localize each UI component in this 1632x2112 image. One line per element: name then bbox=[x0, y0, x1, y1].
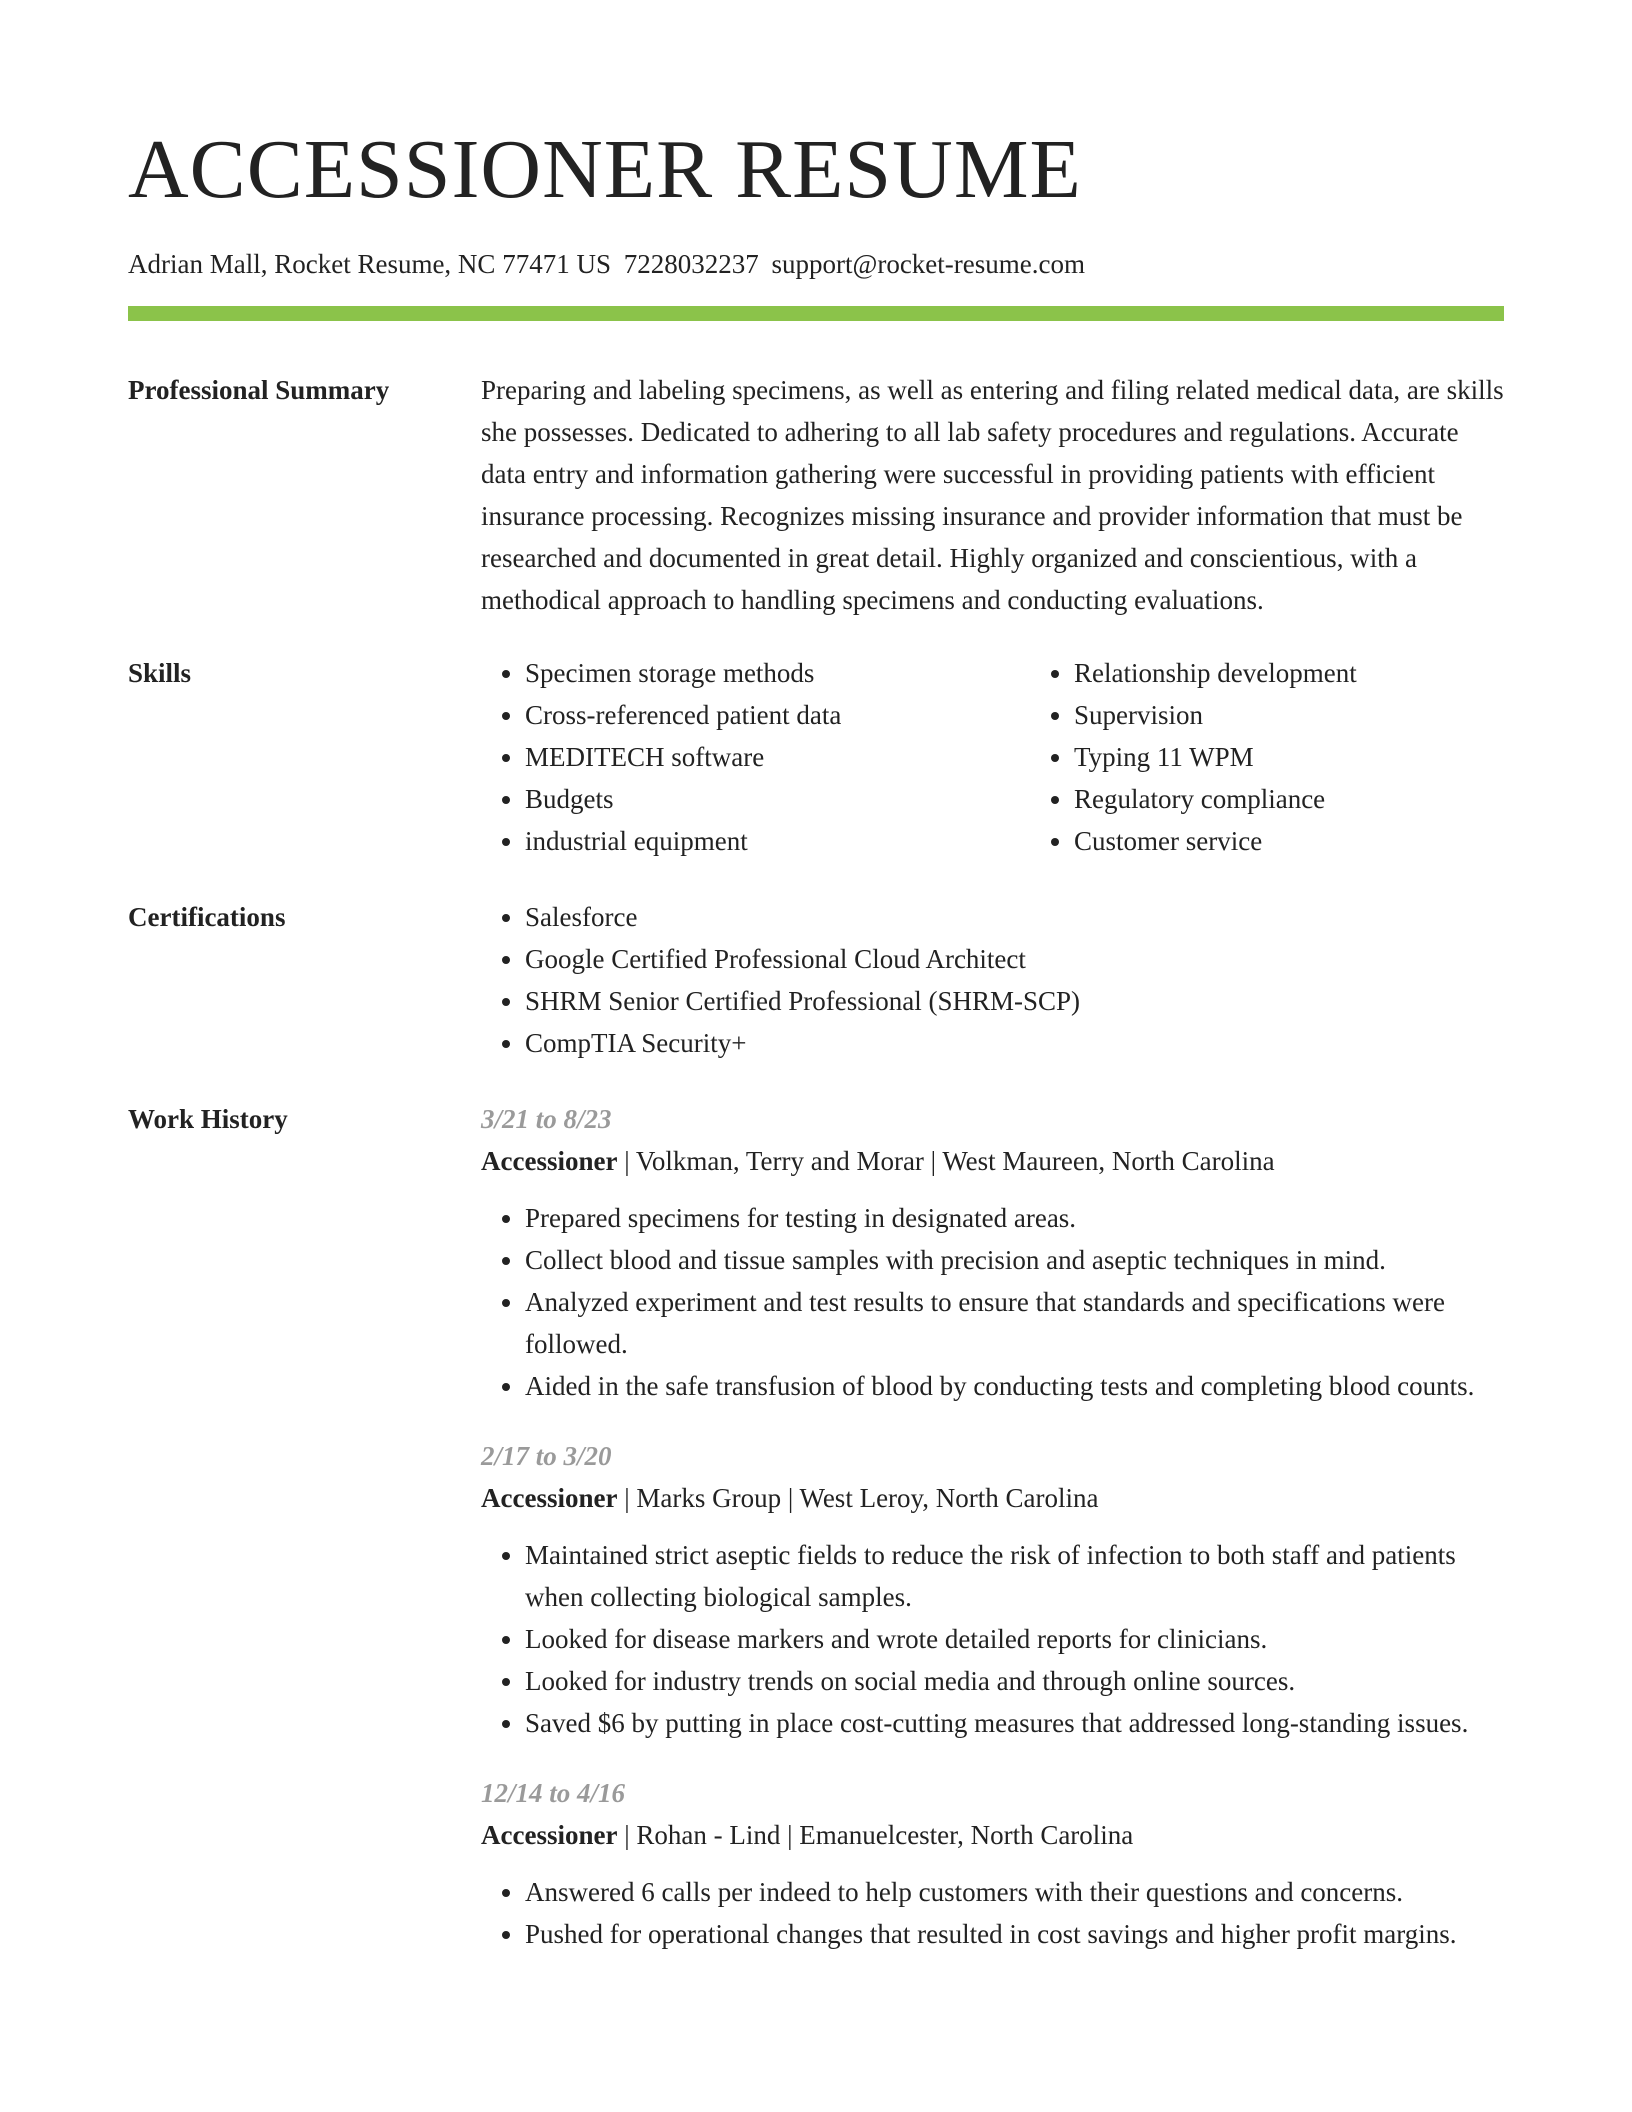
list-item: • Regulatory compliance bbox=[1074, 778, 1504, 820]
job-dates: 12/14 to 4/16 bbox=[481, 1778, 626, 1808]
summary-label: Professional Summary bbox=[128, 375, 390, 405]
skills-list-right bbox=[1030, 652, 1504, 862]
job-title: Accessioner bbox=[481, 1483, 618, 1513]
job-company: | Rohan - Lind | Emanuelcester, North Carolina bbox=[617, 1820, 1134, 1850]
list-item: • Budgets bbox=[525, 778, 1030, 820]
work-history-section bbox=[128, 1098, 1504, 1955]
list-item: • Prepared specimens for testing in designated areas. bbox=[525, 1197, 1504, 1239]
skills-section bbox=[128, 652, 1504, 862]
job-title: Accessioner bbox=[481, 1820, 618, 1850]
job-company: | Marks Group | West Leroy, North Carolina bbox=[617, 1483, 1099, 1513]
list-item: • Maintained strict aseptic fields to reduce the risk of infection to both staff and patients when collecting biological samples. bbox=[525, 1534, 1504, 1618]
list-item: • Relationship development bbox=[1074, 652, 1504, 694]
contact-line bbox=[128, 244, 1504, 284]
skills-list-left bbox=[481, 652, 1030, 862]
list-item: • Typing 11 WPM bbox=[1074, 736, 1504, 778]
list-item: • MEDITECH software bbox=[525, 736, 1030, 778]
list-item: • Looked for disease markers and wrote detailed reports for clinicians. bbox=[525, 1618, 1504, 1660]
contact-phone: 7228032237 bbox=[623, 249, 759, 279]
certifications-list bbox=[481, 896, 1504, 1064]
list-item: • Aided in the safe transfusion of blood by conducting tests and completing blood counts. bbox=[525, 1365, 1504, 1407]
list-item: • Saved $6 by putting in place cost-cutting measures that addressed long-standing issues. bbox=[525, 1702, 1504, 1744]
job-bullets bbox=[481, 1534, 1504, 1744]
list-item: • Analyzed experiment and test results to ensure that standards and specifications were followed. bbox=[525, 1281, 1504, 1365]
contact-email: support@rocket-resume.com bbox=[771, 249, 1085, 279]
list-item: • Collect blood and tissue samples with precision and aseptic techniques in mind. bbox=[525, 1239, 1504, 1281]
list-item: • Looked for industry trends on social media and through online sources. bbox=[525, 1660, 1504, 1702]
job-heading bbox=[481, 1477, 1504, 1519]
list-item: • Cross-referenced patient data bbox=[525, 694, 1030, 736]
list-item: • Google Certified Professional Cloud Architect bbox=[525, 938, 1504, 980]
list-item: • CompTIA Security+ bbox=[525, 1022, 1504, 1064]
list-item: • SHRM Senior Certified Professional (SHRM-SCP) bbox=[525, 980, 1504, 1022]
list-item: • Pushed for operational changes that resulted in cost savings and higher profit margins. bbox=[525, 1913, 1504, 1955]
summary-section bbox=[128, 369, 1504, 621]
job-bullets bbox=[481, 1871, 1504, 1955]
work-history-label: Work History bbox=[128, 1104, 288, 1134]
list-item: • industrial equipment bbox=[525, 820, 1030, 862]
job-bullets bbox=[481, 1197, 1504, 1407]
list-item: • Supervision bbox=[1074, 694, 1504, 736]
resume-title: ACCESSIONER RESUME bbox=[128, 123, 1082, 216]
job-heading bbox=[481, 1140, 1504, 1182]
job-entry bbox=[481, 1098, 1504, 1407]
list-item: • Specimen storage methods bbox=[525, 652, 1030, 694]
list-item: • Customer service bbox=[1074, 820, 1504, 862]
job-company: | Volkman, Terry and Morar | West Maureen, North Carolina bbox=[617, 1146, 1275, 1176]
certifications-section bbox=[128, 896, 1504, 1064]
list-item: • Answered 6 calls per indeed to help customers with their questions and concerns. bbox=[525, 1871, 1504, 1913]
job-heading bbox=[481, 1814, 1504, 1856]
job-entry bbox=[481, 1772, 1504, 1955]
accent-divider bbox=[128, 306, 1504, 321]
job-dates: 2/17 to 3/20 bbox=[481, 1441, 612, 1471]
job-title: Accessioner bbox=[481, 1146, 618, 1176]
summary-text: Preparing and labeling specimens, as well as entering and filing related medical data, are skills she possesses. Dedicated to adhering to all lab safety procedures and regulations. Accurate data entry and information gathering were successful in providing patients with efficient insurance processing. Recognizes missing insurance and provider information that must be researched and documented in great detail. Highly organized and conscientious, with a methodical approach to handling specimens and conducting evaluations. bbox=[481, 375, 1504, 615]
skills-label: Skills bbox=[128, 658, 192, 688]
list-item: • Salesforce bbox=[525, 896, 1504, 938]
contact-address: Adrian Mall, Rocket Resume, NC 77471 US bbox=[128, 249, 611, 279]
job-dates: 3/21 to 8/23 bbox=[481, 1104, 612, 1134]
certifications-label: Certifications bbox=[128, 902, 286, 932]
job-entry bbox=[481, 1435, 1504, 1744]
